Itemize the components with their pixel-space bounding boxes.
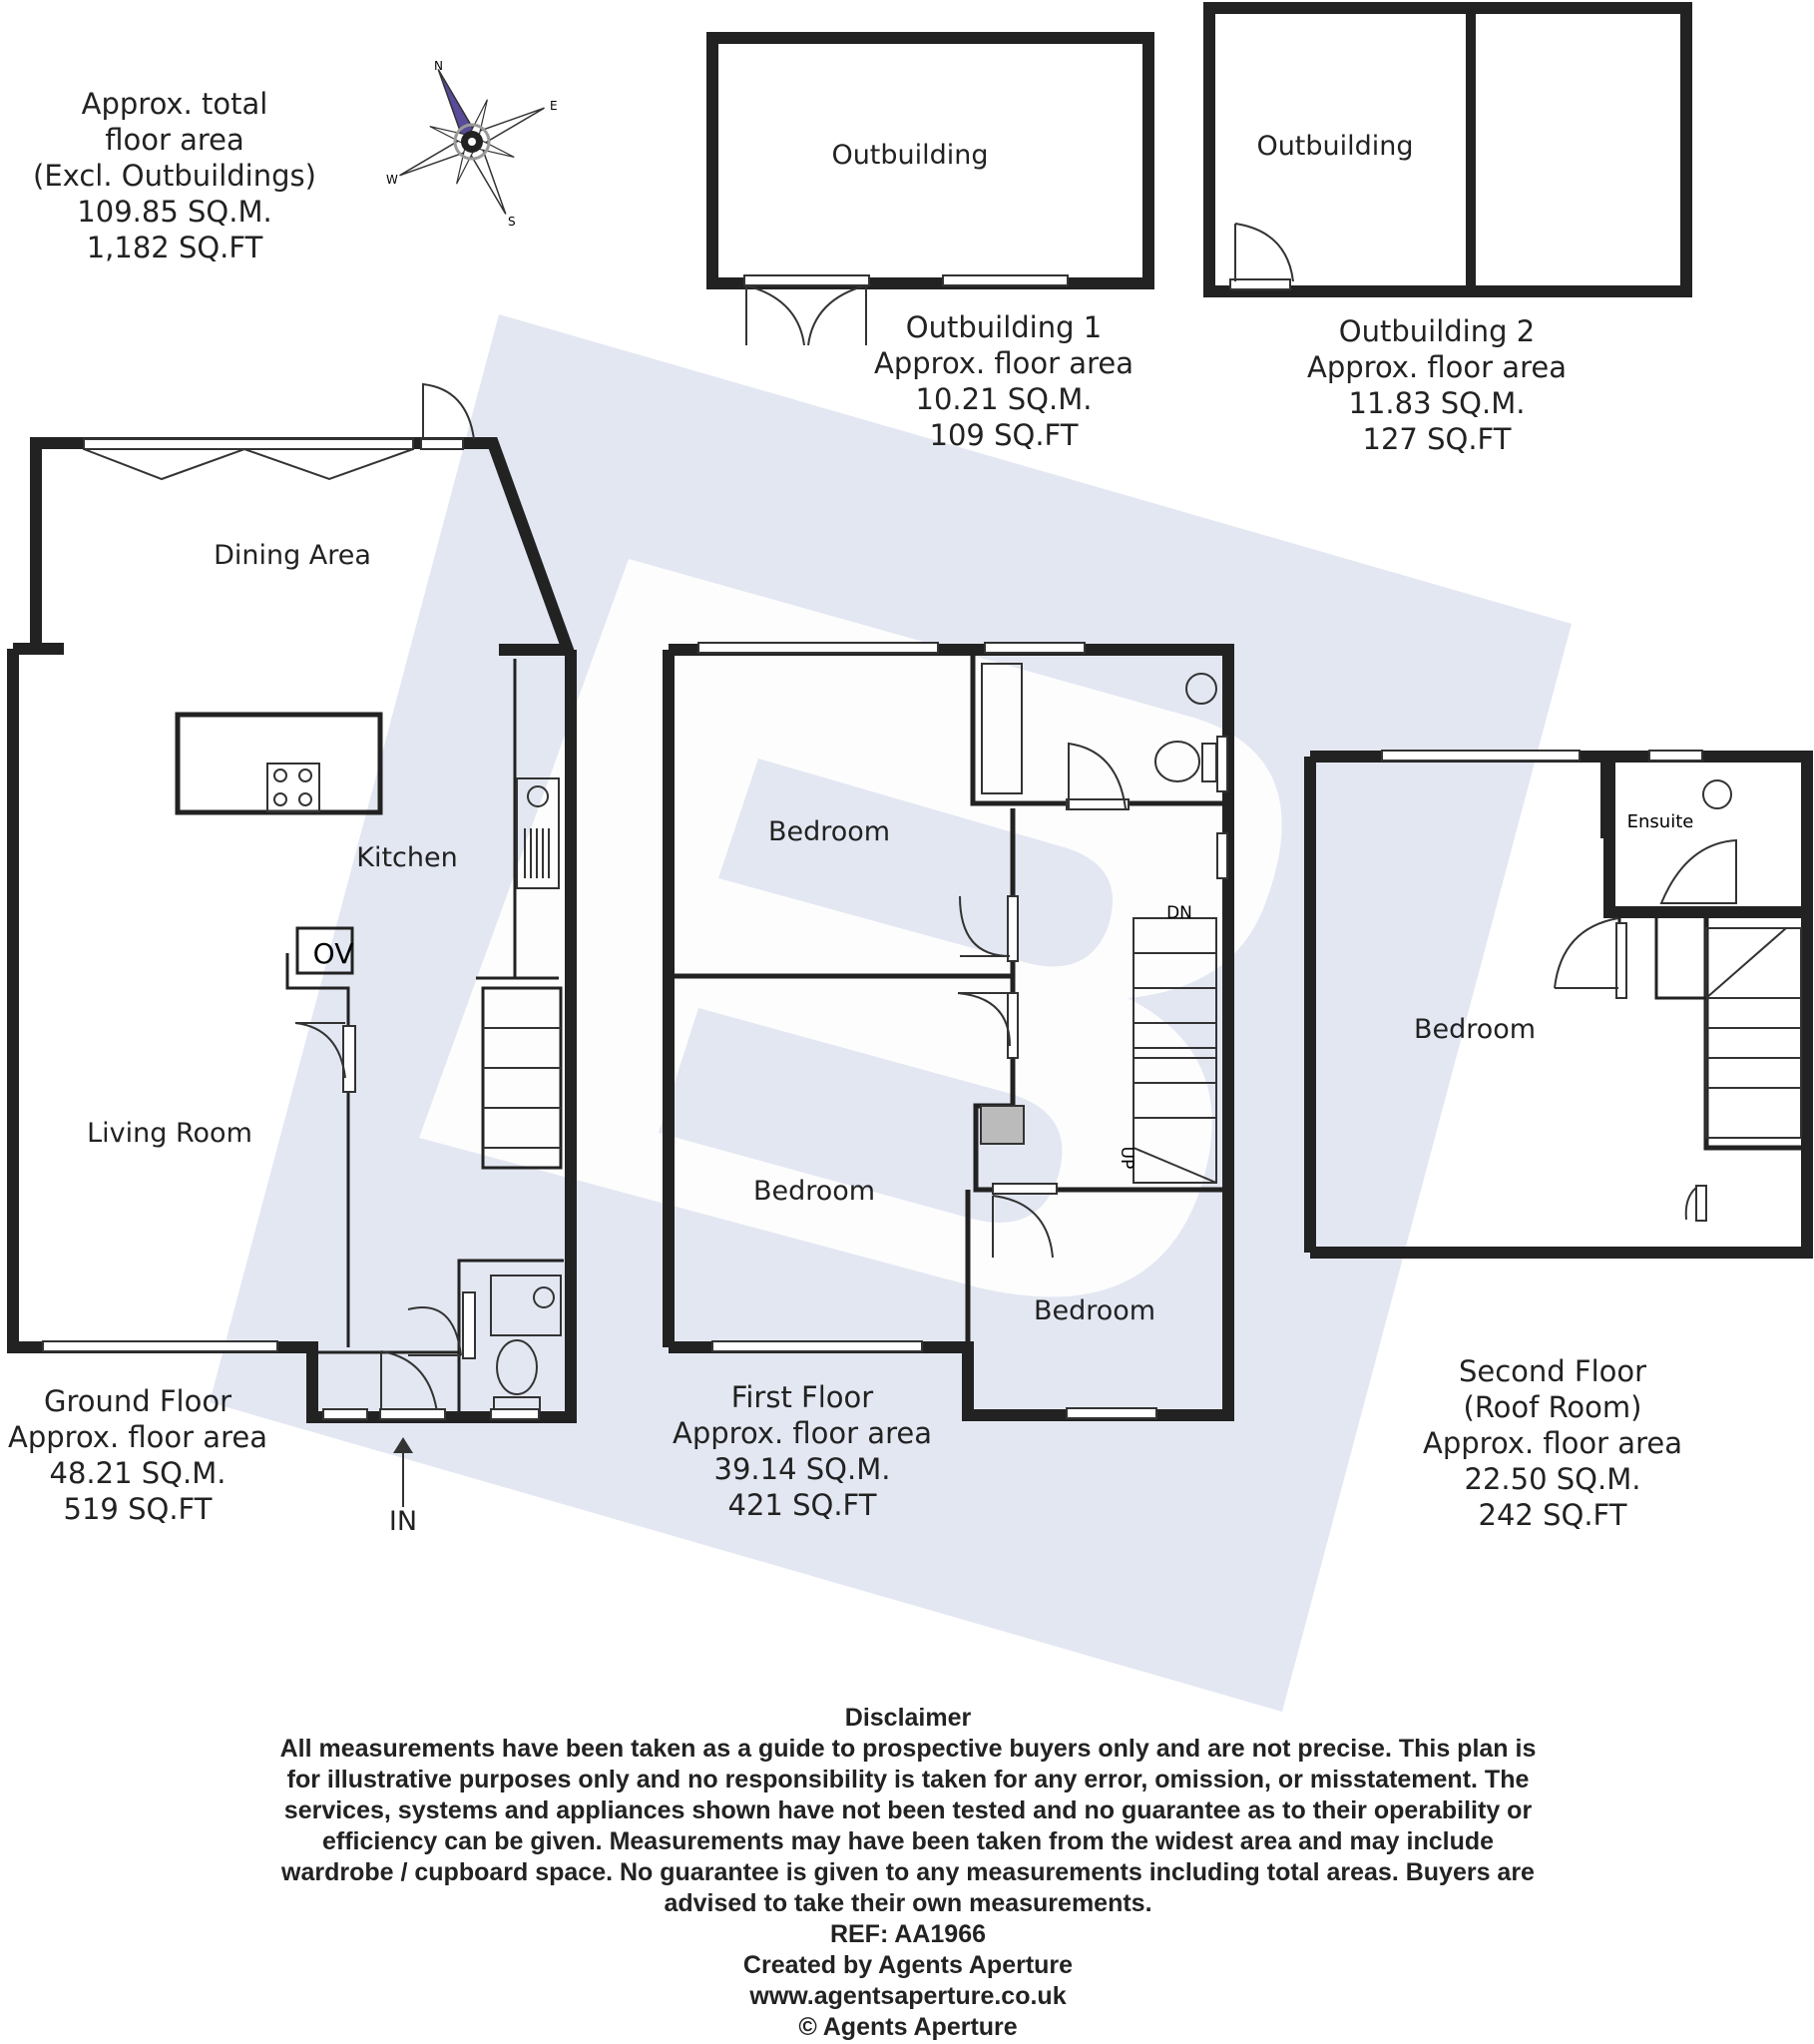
second-floor-area-label: Approx. floor area bbox=[1423, 1426, 1682, 1460]
website-url: www.agentsaperture.co.uk bbox=[749, 1982, 1067, 2010]
ground-floor-sqm: 48.21 SQ.M. bbox=[49, 1456, 227, 1490]
outbuilding-2-sqm: 11.83 SQ.M. bbox=[1348, 386, 1526, 420]
outbuilding-2-area-label: Approx. floor area bbox=[1307, 350, 1567, 384]
outbuilding-1-area-block bbox=[854, 309, 1153, 453]
outbuilding-1-sqft: 109 SQ.FT bbox=[929, 418, 1079, 452]
disclaimer-line-1: All measurements have been taken as a guide to prospective buyers only and are not precise. This plan is bbox=[279, 1735, 1537, 1763]
outbuilding-1-area-label: Approx. floor area bbox=[874, 346, 1134, 380]
second-floor-bedroom-label: Bedroom bbox=[1413, 1014, 1537, 1045]
created-by-credit: Created by Agents Aperture bbox=[742, 1951, 1074, 1979]
outbuilding-2-area-block bbox=[1287, 313, 1587, 457]
copyright-notice: © Agents Aperture bbox=[798, 2013, 1018, 2041]
first-floor-bedroom-1-label: Bedroom bbox=[767, 816, 891, 847]
outbuilding-1-name: Outbuilding 1 bbox=[905, 310, 1103, 344]
outbuilding-1-plan bbox=[712, 38, 1148, 345]
total-area-sqft: 1,182 SQ.FT bbox=[86, 231, 263, 264]
second-floor-subtitle: (Roof Room) bbox=[1463, 1390, 1642, 1424]
dining-area-label: Dining Area bbox=[214, 540, 371, 571]
disclaimer-line-4: efficiency can be given. Measurements may have been taken from the widest area and may include bbox=[321, 1827, 1495, 1855]
stairs-down-label: DN bbox=[1166, 903, 1192, 923]
compass-w-label: W bbox=[386, 173, 398, 187]
outbuilding-2-room-label: Outbuilding bbox=[1256, 131, 1414, 162]
disclaimer-title: Disclaimer bbox=[844, 1704, 972, 1732]
first-floor-sqm: 39.14 SQ.M. bbox=[713, 1452, 891, 1486]
compass-n-label: N bbox=[434, 59, 443, 73]
living-room-label: Living Room bbox=[87, 1118, 252, 1149]
kitchen-label: Kitchen bbox=[356, 842, 458, 873]
total-area-sqm: 109.85 SQ.M. bbox=[77, 195, 272, 229]
outbuilding-2-sqft: 127 SQ.FT bbox=[1362, 422, 1512, 456]
second-floor-area-block bbox=[1403, 1353, 1702, 1533]
disclaimer-block bbox=[180, 1703, 1636, 2043]
stairs-up-label: UP bbox=[1117, 1146, 1136, 1170]
outbuilding-2-name: Outbuilding 2 bbox=[1338, 314, 1536, 348]
compass-e-label: E bbox=[550, 99, 558, 113]
disclaimer-line-3: services, systems and appliances shown have not been tested and no guarantee as to their operability or bbox=[283, 1796, 1533, 1824]
compass-s-label: S bbox=[508, 215, 516, 229]
entrance-in-label: IN bbox=[388, 1506, 418, 1537]
disclaimer-line-6: advised to take their own measurements. bbox=[664, 1889, 1152, 1917]
reference-number: REF: AA1966 bbox=[829, 1920, 987, 1948]
first-floor-sqft: 421 SQ.FT bbox=[727, 1488, 877, 1522]
first-floor-name: First Floor bbox=[730, 1380, 874, 1414]
ground-floor-area-block bbox=[0, 1383, 275, 1527]
first-floor-bedroom-3-label: Bedroom bbox=[1033, 1295, 1156, 1326]
first-floor-bedroom-2-label: Bedroom bbox=[752, 1176, 876, 1207]
compass-rose-icon bbox=[386, 59, 558, 229]
outbuilding-1-room-label: Outbuilding bbox=[831, 140, 989, 171]
second-floor-sqm: 22.50 SQ.M. bbox=[1464, 1462, 1641, 1496]
ensuite-label: Ensuite bbox=[1626, 811, 1694, 832]
second-floor-sqft: 242 SQ.FT bbox=[1478, 1498, 1627, 1532]
ground-floor-name: Ground Floor bbox=[43, 1384, 232, 1418]
total-area-line-2: floor area bbox=[105, 123, 244, 157]
disclaimer-line-5: wardrobe / cupboard space. No guarantee is given to any measurements including total areas. Buyers are bbox=[281, 1858, 1535, 1886]
first-floor-area-label: Approx. floor area bbox=[673, 1416, 932, 1450]
oven-label: OV bbox=[312, 937, 354, 970]
total-area-line-3: (Excl. Outbuildings) bbox=[33, 159, 316, 193]
total-area-line-1: Approx. total bbox=[81, 87, 268, 121]
disclaimer-line-2: for illustrative purposes only and no responsibility is taken for any error, omission, or misstatement. The bbox=[286, 1766, 1530, 1793]
second-floor-name: Second Floor bbox=[1458, 1354, 1647, 1388]
outbuilding-2-plan bbox=[1209, 8, 1686, 291]
ground-floor-area-label: Approx. floor area bbox=[8, 1420, 267, 1454]
total-floor-area-block bbox=[20, 86, 329, 265]
ground-floor-sqft: 519 SQ.FT bbox=[63, 1492, 213, 1526]
first-floor-area-block bbox=[653, 1379, 952, 1523]
outbuilding-1-sqm: 10.21 SQ.M. bbox=[915, 382, 1093, 416]
